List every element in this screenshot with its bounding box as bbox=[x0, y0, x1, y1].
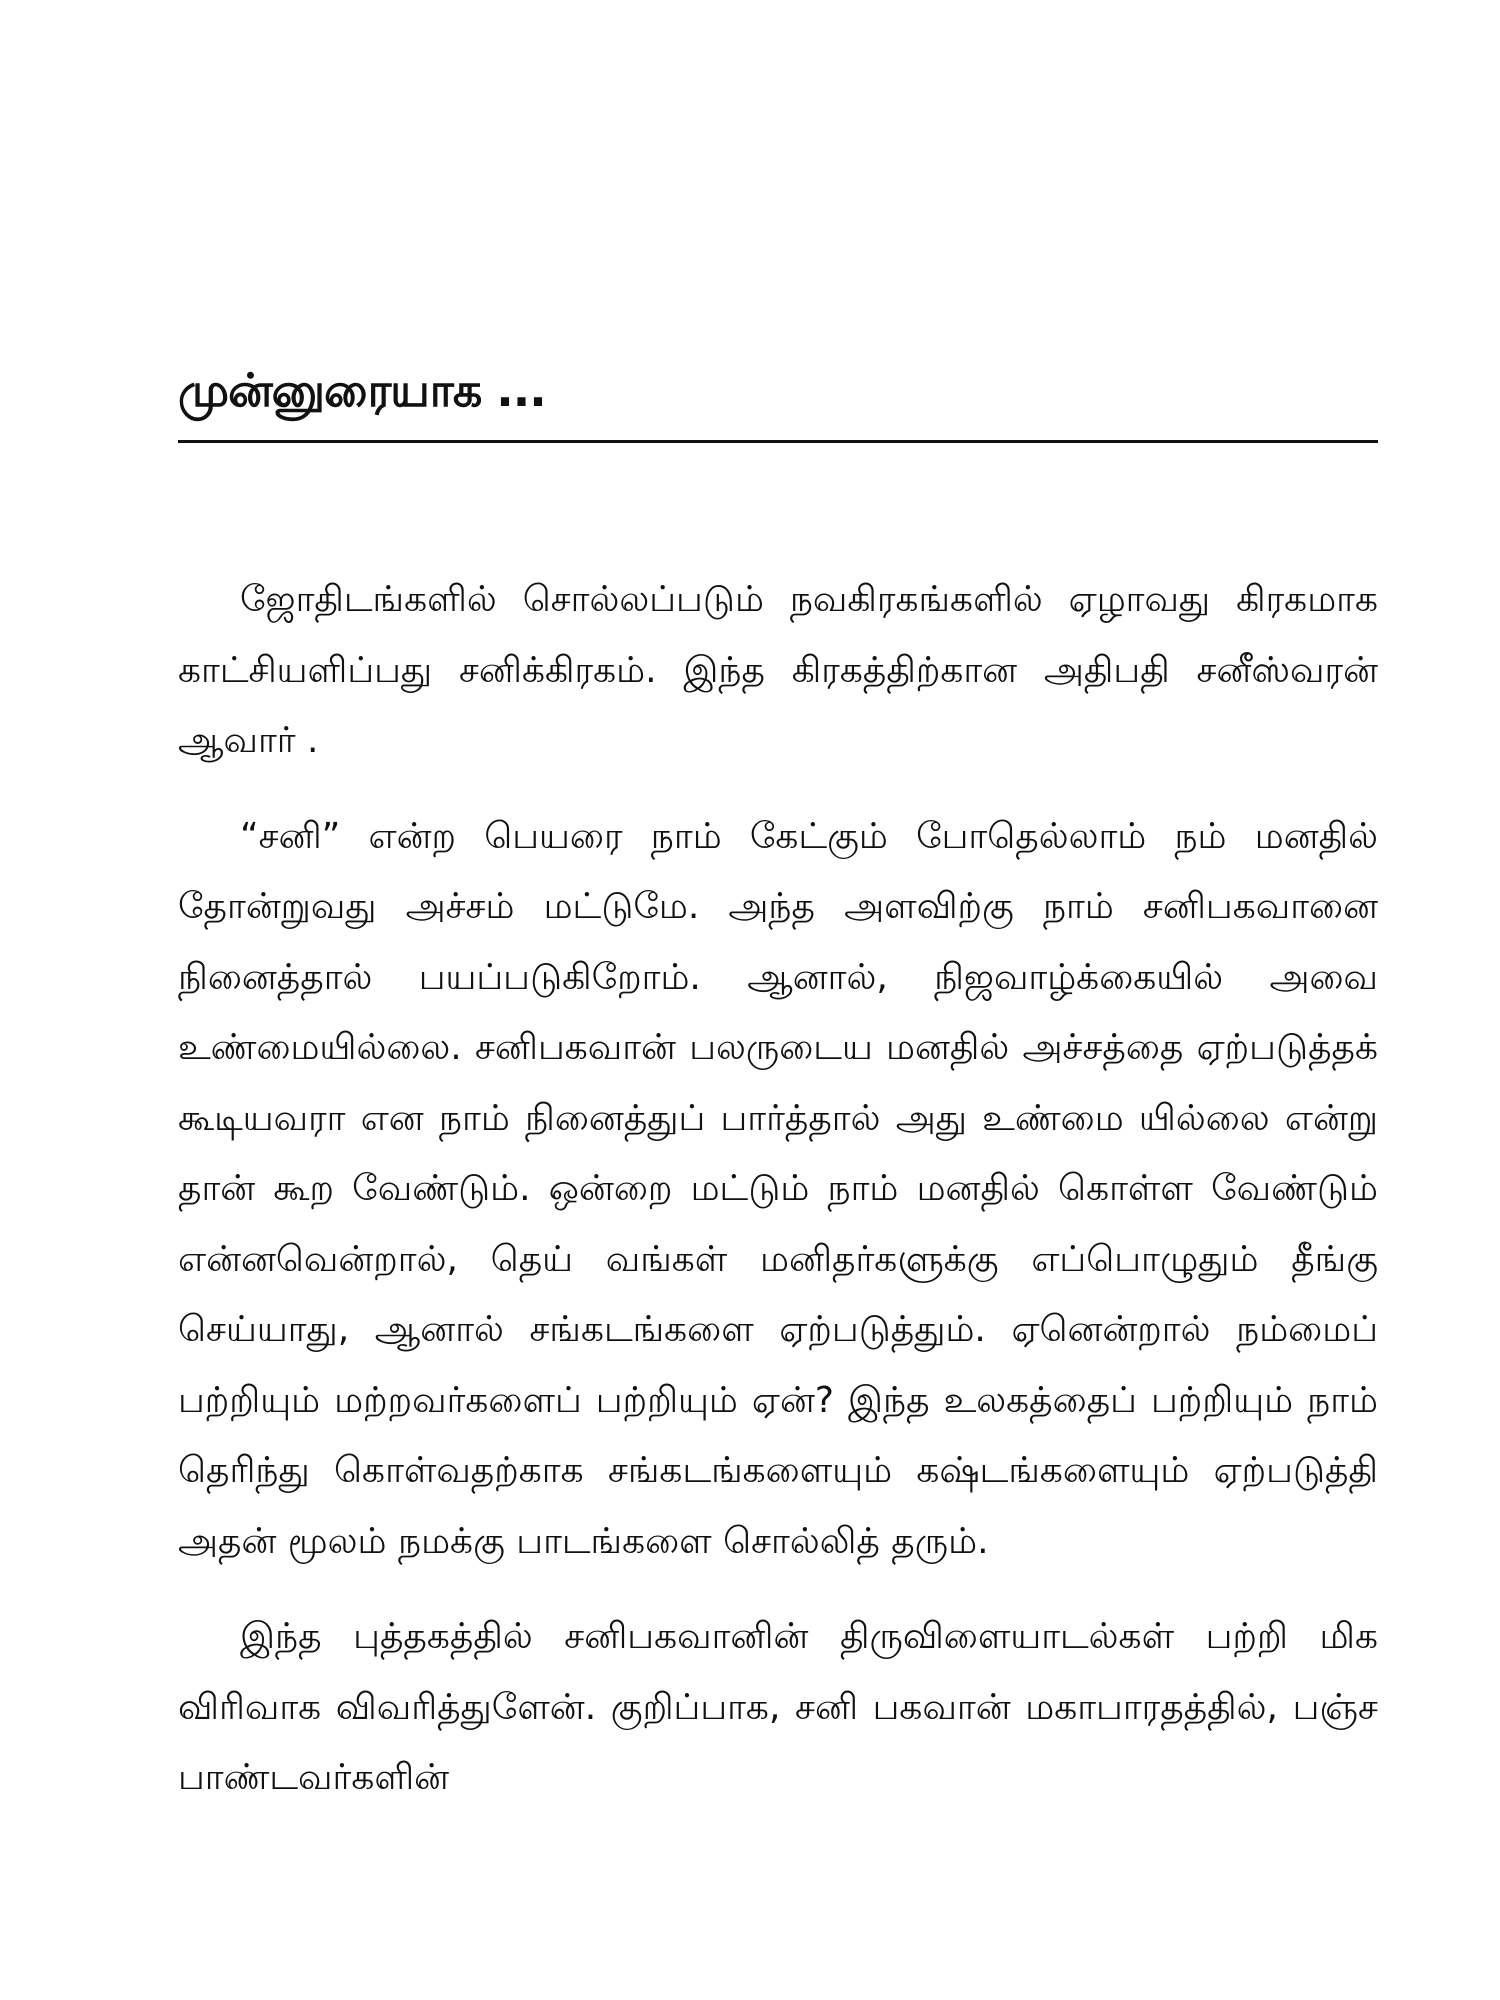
paragraph-1: ஜோதிடங்களில் சொல்லப்படும் நவகிரகங்களில் ஏழாவது கிரகமாக காட்சியளிப்பது சனிக்கிரகம். இந்த கிரகத்திற்கான அதிபதி சனீஸ்வரன் ஆவார் . bbox=[178, 579, 1378, 761]
heading-divider bbox=[178, 440, 1378, 443]
paragraph-2: “சனி” என்ற பெயரை நாம் கேட்கும் போதெல்லாம் நம் மனதில் தோன்றுவது அச்சம் மட்டுமே. அந்த அளவிற்கு நாம் சனிபகவானை நினைத்தால் பயப்படுகிறோம். ஆனால், நிஜவாழ்க்கையில் அவை உண்மையில்லை. சனிபகவான் பலருடைய மனதில் அச்சத்தை ஏற்படுத்தக் கூடியவரா என நாம் நினைத்துப் பார்த்தால் அது உண்மை யில்லை என்று தான் கூற வேண்டும். ஒன்றை மட்டும் நாம் மனதில் கொள்ள வேண்டும் என்னவென்றால், தெய் வங்கள் மனிதர்களுக்கு எப்பொழுதும் தீங்கு செய்யாது, ஆனால் சங்கடங்களை ஏற்படுத்தும். ஏனென்றால் நம்மைப் பற்றியும் மற்றவர்களைப் பற்றியும் ஏன்? இந்த உலகத்தைப் பற்றியும் நாம் தெரிந்து கொள்வதற்காக சங்கடங்களையும் கஷ்டங்களையும் ஏற்படுத்தி அதன் மூலம் நமக்கு பாடங்களை சொல்லித் தரும். bbox=[178, 815, 1378, 1562]
body-text bbox=[178, 565, 1378, 1814]
chapter-heading: முன்னுரையாக ... bbox=[178, 363, 546, 417]
paragraph-3: இந்த புத்தகத்தில் சனிபகவானின் திருவிளையாடல்கள் பற்றி மிக விரிவாக விவரித்துளேன். குறிப்பாக, சனி பகவான் மகாபாரதத்தில், பஞ்ச பாண்டவர்களின் bbox=[178, 1616, 1378, 1798]
